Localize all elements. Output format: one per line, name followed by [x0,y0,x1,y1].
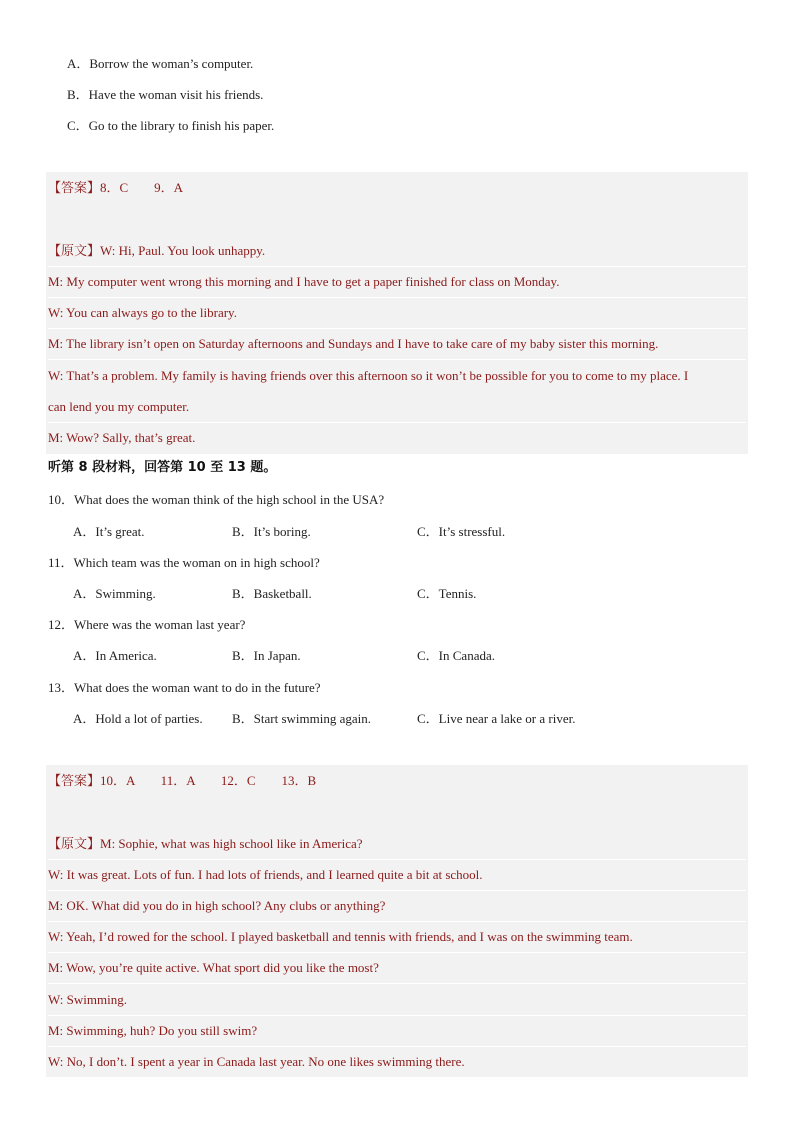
answer-row-2 [48,765,746,796]
choice-c: C．In Canada. [417,648,495,663]
transcript-tag: 【原文】 [48,243,101,258]
transcript-line: W: It was great. Lots of fun. I had lots of friends, and I learned quite a bit at school. [48,859,746,891]
option-a: A．Borrow the woman’s computer. [67,56,254,71]
answer-text: 10．A 11．A 12．C 13．B [100,773,317,788]
transcript-text: M: Sophie, what was high school like in America? [100,836,363,851]
choice-b: B．Start swimming again. [232,711,372,726]
transcript-tag: 【原文】 [48,836,101,851]
transcript-line: can lend you my computer. [48,391,746,423]
transcript-line: W: Swimming. [48,984,746,1016]
option-c: C．Go to the library to finish his paper. [67,118,275,133]
choice-c: C．Tennis. [417,586,477,601]
choices-10 [73,522,723,542]
choice-b: B．In Japan. [232,648,301,663]
transcript-line: M: Swimming, huh? Do you still swim? [48,1015,746,1047]
answer-row-1 [48,172,746,203]
transcript-line: M: OK. What did you do in high school? Any clubs or anything? [48,890,746,922]
question-12: 12．Where was the woman last year? [48,617,246,632]
choices-12 [73,646,723,666]
transcript-line: M: The library isn’t open on Saturday afternoons and Sundays and I have to take care of my baby sister this morning. [48,328,746,360]
answer-text: 8．C 9．A [100,180,184,195]
answer-tag: 【答案】 [48,773,101,788]
choice-a: A．Hold a lot of parties. [73,711,203,726]
transcript-line [48,235,746,267]
choice-a: A．Swimming. [73,586,156,601]
transcript-line: M: Wow? Sally, that’s great. [48,430,196,445]
question-13: 13．What does the woman want to do in the future? [48,680,321,695]
choices-13 [73,709,723,729]
transcript-text: W: Hi, Paul. You look unhappy. [100,243,266,258]
choice-b: B．Basketball. [232,586,312,601]
transcript-line: W: That’s a problem. My family is having friends over this afternoon so it won’t be possible for you to come to my place. I [48,368,689,383]
transcript-line: M: My computer went wrong this morning and I have to get a paper finished for class on Monday. [48,266,746,298]
choice-c: C．Live near a lake or a river. [417,711,576,726]
choices-11 [73,584,723,604]
answer-tag: 【答案】 [48,180,101,195]
question-10: 10．What does the woman think of the high school in the USA? [48,492,385,507]
question-11: 11．Which team was the woman on in high school? [48,555,320,570]
choice-c: C．It’s stressful. [417,524,506,539]
transcript-line: W: You can always go to the library. [48,297,746,329]
section-heading: 听第 8 段材料，回答第 10 至 13 题。 [48,460,277,475]
choice-b: B．It’s boring. [232,524,311,539]
transcript-line: M: Wow, you’re quite active. What sport did you like the most? [48,952,746,984]
option-b: B．Have the woman visit his friends. [67,87,264,102]
transcript-line: W: Yeah, I’d rowed for the school. I played basketball and tennis with friends, and I was on the swimming team. [48,921,746,953]
transcript-line [48,828,746,860]
choice-a: A．In America. [73,648,157,663]
choice-a: A．It’s great. [73,524,145,539]
transcript-line: W: No, I don’t. I spent a year in Canada last year. No one likes swimming there. [48,1054,465,1069]
